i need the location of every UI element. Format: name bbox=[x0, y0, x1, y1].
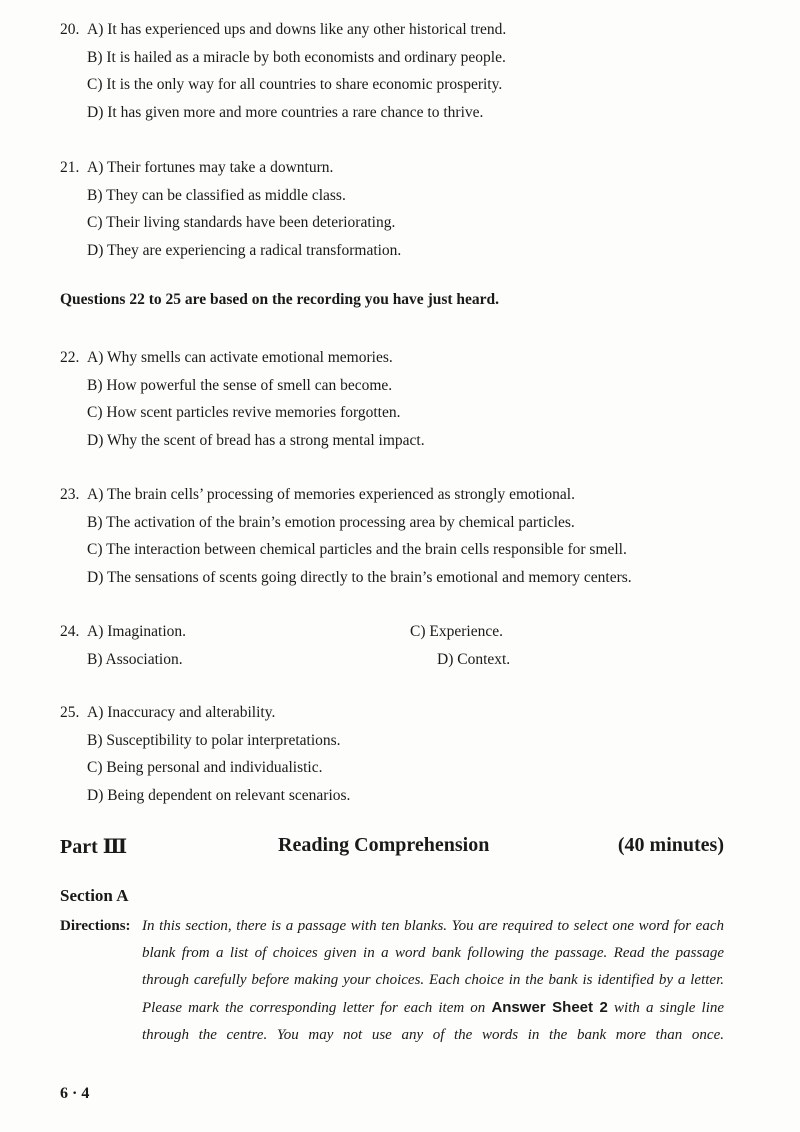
option-a: A) Imagination. bbox=[87, 623, 187, 640]
option-b: B) It is hailed as a miracle by both economists and ordinary people. bbox=[87, 48, 506, 66]
question-21 bbox=[60, 154, 401, 264]
option-d: D) Being dependent on relevant scenarios. bbox=[87, 786, 351, 804]
part-title: Reading Comprehension bbox=[278, 834, 490, 856]
question-number: 24. bbox=[60, 623, 80, 640]
question-24 bbox=[60, 618, 510, 673]
question-number: 21. bbox=[60, 159, 80, 176]
question-23 bbox=[60, 481, 632, 591]
question-25 bbox=[60, 699, 350, 809]
question-22 bbox=[60, 344, 425, 454]
option-c: C) Experience. bbox=[410, 623, 503, 640]
option-b: B) The activation of the brain’s emotion processing area by chemical particles. bbox=[87, 513, 575, 531]
directions-block bbox=[60, 913, 724, 1049]
option-d: D) The sensations of scents going directly to the brain’s emotional and memory centers. bbox=[87, 568, 632, 586]
section-heading: Section A bbox=[60, 886, 129, 905]
option-c: C) Their living standards have been deteriorating. bbox=[87, 214, 396, 231]
option-a: A) It has experienced ups and downs like any other historical trend. bbox=[87, 21, 507, 38]
option-a: A) The brain cells’ processing of memories experienced as strongly emotional. bbox=[87, 486, 575, 503]
option-b: B) They can be classified as middle class. bbox=[87, 186, 346, 204]
page-number: 6 · 4 bbox=[60, 1085, 90, 1102]
question-number: 23. bbox=[60, 486, 80, 503]
questions-heading: Questions 22 to 25 are based on the recording you have just heard. bbox=[60, 291, 500, 308]
part-label: Part Ⅲ bbox=[60, 836, 128, 858]
option-c: C) The interaction between chemical particles and the brain cells responsible for smell. bbox=[87, 541, 627, 558]
directions-label: Directions: bbox=[60, 918, 131, 934]
part-time: (40 minutes) bbox=[617, 834, 724, 856]
option-c: C) How scent particles revive memories forgotten. bbox=[87, 404, 401, 421]
option-d: D) It has given more and more countries a rare chance to thrive. bbox=[87, 103, 484, 121]
option-d: D) Context. bbox=[437, 650, 511, 668]
option-c: C) Being personal and individualistic. bbox=[87, 759, 323, 776]
question-20 bbox=[60, 16, 506, 126]
part-header bbox=[60, 834, 724, 866]
question-number: 20. bbox=[60, 21, 80, 38]
option-b: B) Susceptibility to polar interpretations. bbox=[87, 731, 341, 749]
option-c: C) It is the only way for all countries to share economic prosperity. bbox=[87, 76, 503, 93]
question-number: 22. bbox=[60, 349, 80, 366]
option-d: D) They are experiencing a radical transformation. bbox=[87, 241, 402, 259]
option-a: A) Why smells can activate emotional memories. bbox=[87, 349, 393, 366]
directions-text-part-2: with a single line through the centre. You may not use any of the words in the bank more than once. bbox=[142, 1000, 725, 1043]
directions-text bbox=[142, 913, 724, 1049]
option-a: A) Their fortunes may take a downturn. bbox=[87, 159, 334, 176]
answer-sheet-reference: Answer Sheet 2 bbox=[491, 999, 608, 1016]
question-number: 25. bbox=[60, 704, 80, 721]
option-b: B) Association. bbox=[87, 650, 183, 668]
option-a: A) Inaccuracy and alterability. bbox=[87, 704, 276, 721]
option-d: D) Why the scent of bread has a strong mental impact. bbox=[87, 431, 425, 449]
show-through-text bbox=[480, 320, 484, 336]
directions-text-part-1: In this section, there is a passage with ten blanks. You are required to select one word for each blank from a list of choices given in a word bank following the passage. Read the passage through carefully before making your choices. Each choice in the bank is identified by a letter. Please mark the corresponding letter for each item on bbox=[142, 918, 724, 1016]
option-b: B) How powerful the sense of smell can become. bbox=[87, 376, 393, 394]
